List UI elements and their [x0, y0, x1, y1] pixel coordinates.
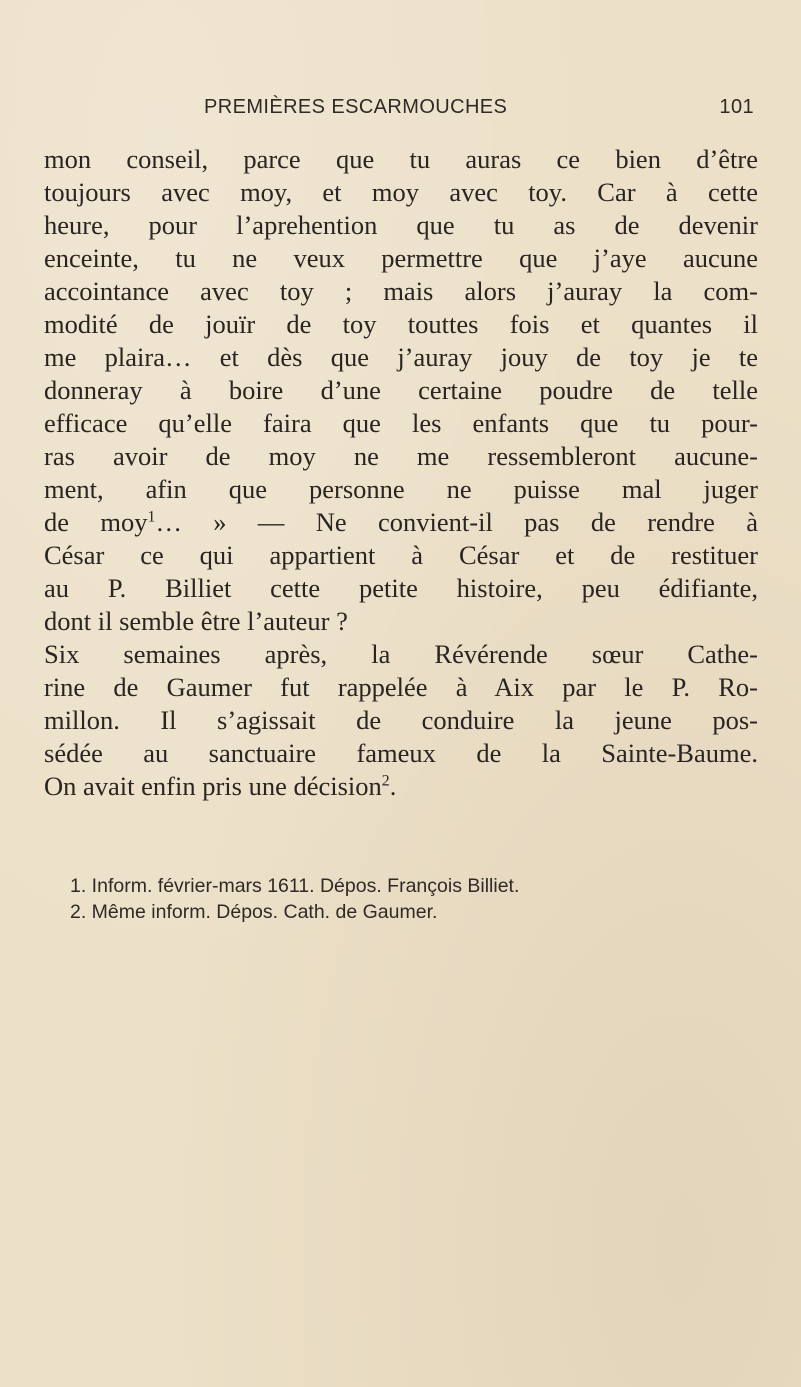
text-line: heure, pour l’aprehention que tu as de devenir	[44, 210, 758, 240]
text-line: toujours avec moy, et moy avec toy. Car à cette	[44, 177, 758, 207]
text-line-with-note-1	[44, 506, 758, 539]
text-fragment: .	[389, 771, 397, 801]
text-fragment: On avait enfin pris une décision	[44, 771, 382, 801]
text-fragment: … » — Ne convient-il pas de rendre à	[155, 507, 758, 537]
footnote-1: 1. Inform. février-mars 1611. Dépos. François Billiet.	[70, 875, 520, 897]
text-line: Six semaines après, la Révérende sœur Cathe-	[44, 639, 758, 669]
text-line: me plaira… et dès que j’auray jouy de toy je te	[44, 342, 758, 372]
body-text	[44, 143, 758, 803]
text-line: donneray à boire d’une certaine poudre de telle	[44, 375, 758, 405]
text-line: sédée au sanctuaire fameux de la Sainte-Baume.	[44, 738, 758, 768]
text-line: accointance avec toy ; mais alors j’auray la com-	[44, 276, 758, 306]
running-head	[44, 96, 754, 126]
text-line: dont il semble être l’auteur ?	[44, 606, 348, 636]
text-line: efficace qu’elle faira que les enfants que tu pour-	[44, 408, 758, 438]
text-line-with-note-2	[44, 770, 758, 803]
footnotes	[70, 873, 760, 925]
text-line: au P. Billiet cette petite histoire, peu édifiante,	[44, 573, 758, 603]
text-line: enceinte, tu ne veux permettre que j’aye aucune	[44, 243, 758, 273]
footnote-ref-2: 2	[381, 772, 390, 790]
text-line: ment, afin que personne ne puisse mal juger	[44, 474, 758, 504]
page-number: 101	[719, 96, 754, 118]
running-title: PREMIÈRES ESCARMOUCHES	[204, 96, 508, 118]
footnote-2: 2. Même inform. Dépos. Cath. de Gaumer.	[70, 901, 438, 923]
text-fragment: de moy	[44, 507, 148, 537]
footnote-ref-1: 1	[147, 508, 156, 526]
text-line: millon. Il s’agissait de conduire la jeune pos-	[44, 705, 758, 735]
text-line: rine de Gaumer fut rappelée à Aix par le P. Ro-	[44, 672, 758, 702]
text-line: modité de jouïr de toy touttes fois et quantes il	[44, 309, 758, 339]
text-line: César ce qui appartient à César et de restituer	[44, 540, 758, 570]
text-line: mon conseil, parce que tu auras ce bien d’être	[44, 144, 758, 174]
text-line: ras avoir de moy ne me ressembleront aucune-	[44, 441, 758, 471]
